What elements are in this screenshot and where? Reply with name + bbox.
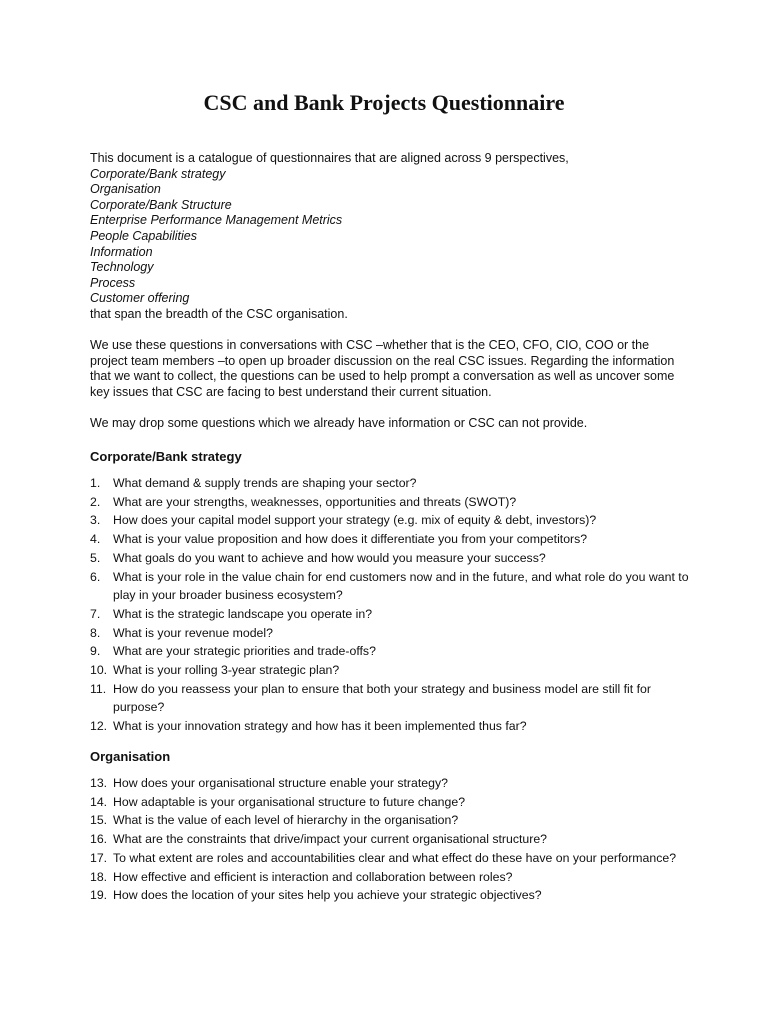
question-number: 3. [90,513,101,528]
question-text: What is your revenue model? [113,625,273,640]
perspective-list [90,167,690,307]
question-item [90,886,690,905]
question-text: What goals do you want to achieve and how would you measure your success? [113,550,546,565]
question-number: 10. [90,663,108,678]
question-item [90,793,690,812]
drop-note-paragraph: We may drop some questions which we already have information or CSC can not provide. [90,416,588,430]
perspective-item: Corporate/Bank Structure [90,197,232,212]
question-item [90,830,690,849]
question-item [90,511,690,530]
question-item [90,642,690,661]
question-text: What are the constraints that drive/impact your current organisational structure? [113,832,548,847]
question-item [90,568,690,605]
question-text: How does your organisational structure enable your strategy? [113,776,448,790]
intro-tail: that span the breadth of the CSC organisation. [90,306,348,321]
question-number: 15. [90,813,108,828]
perspective-item: Process [90,275,136,290]
question-text: What is the value of each level of hierarchy in the organisation? [113,813,459,828]
question-item [90,661,690,680]
question-item [90,717,690,736]
question-item [90,530,690,549]
question-text: How adaptable is your organisational structure to future change? [113,794,466,809]
question-item [90,811,690,830]
question-number: 16. [90,832,108,847]
question-item [90,624,690,643]
question-text: What are your strengths, weaknesses, opportunities and threats (SWOT)? [113,494,517,509]
question-number: 19. [90,888,108,903]
question-number: 17. [90,850,108,865]
question-text: What demand & supply trends are shaping your sector? [113,476,417,490]
question-text: What is your value proposition and how does it differentiate you from your competitors? [113,532,588,547]
question-text: What is your rolling 3-year strategic plan? [113,663,340,678]
intro-block [90,151,690,323]
question-text: How does the location of your sites help you achieve your strategic objectives? [113,888,542,903]
organisation-question-list [90,774,690,905]
question-item [90,474,690,493]
question-number: 1. [90,476,101,490]
perspective-item: Corporate/Bank strategy [90,166,226,181]
question-number: 6. [90,569,101,584]
perspective-item: Technology [90,260,154,275]
question-text: What are your strategic priorities and trade-offs? [113,644,376,659]
question-number: 12. [90,719,108,734]
perspective-item: Customer offering [90,291,190,306]
question-text: How does your capital model support your strategy (e.g. mix of equity & debt, investors)? [113,513,597,528]
question-item [90,868,690,887]
question-item [90,549,690,568]
strategy-question-list [90,474,690,736]
question-item [90,493,690,512]
question-number: 9. [90,644,101,659]
question-item [90,680,690,717]
question-item [90,849,690,868]
section-heading-strategy: Corporate/Bank strategy [90,449,242,464]
perspective-item: Enterprise Performance Management Metrics [90,213,343,228]
question-number: 4. [90,532,101,547]
question-text: To what extent are roles and accountabilities clear and what effect do these have on your performance? [113,850,677,865]
section-heading-organisation: Organisation [90,749,171,764]
question-text: How effective and efficient is interaction and collaboration between roles? [113,869,513,884]
question-number: 14. [90,794,108,809]
question-item [90,774,690,793]
perspective-item: Organisation [90,182,161,197]
question-text: What is your role in the value chain for end customers now and in the future, and what role do you want to play in your broader business ecosystem? [113,569,689,603]
perspective-item: People Capabilities [90,228,198,243]
intro-lead: This document is a catalogue of questionnaires that are aligned across 9 perspectives, [90,151,569,165]
question-item [90,605,690,624]
perspective-item: Information [90,244,153,259]
usage-paragraph: We use these questions in conversations with CSC –whether that is the CEO, CFO, CIO, COO or the project team members –to open up broader discussion on the real CSC issues. Regarding the information that we want to collect, the questions can be used to help prompt a conversation as well as uncover some key issues that CSC are facing to best understand their current situation. [90,338,675,399]
document-title: CSC and Bank Projects Questionnaire [203,90,565,115]
question-number: 8. [90,625,101,640]
question-number: 18. [90,869,108,884]
question-text: What is your innovation strategy and how has it been implemented thus far? [113,719,527,734]
question-number: 13. [90,776,108,790]
question-number: 2. [90,494,101,509]
question-number: 7. [90,606,101,621]
question-number: 5. [90,550,101,565]
question-text: What is the strategic landscape you operate in? [113,606,373,621]
question-number: 11. [90,681,107,696]
question-text: How do you reassess your plan to ensure that both your strategy and business model are still fit for purpose? [113,681,651,715]
